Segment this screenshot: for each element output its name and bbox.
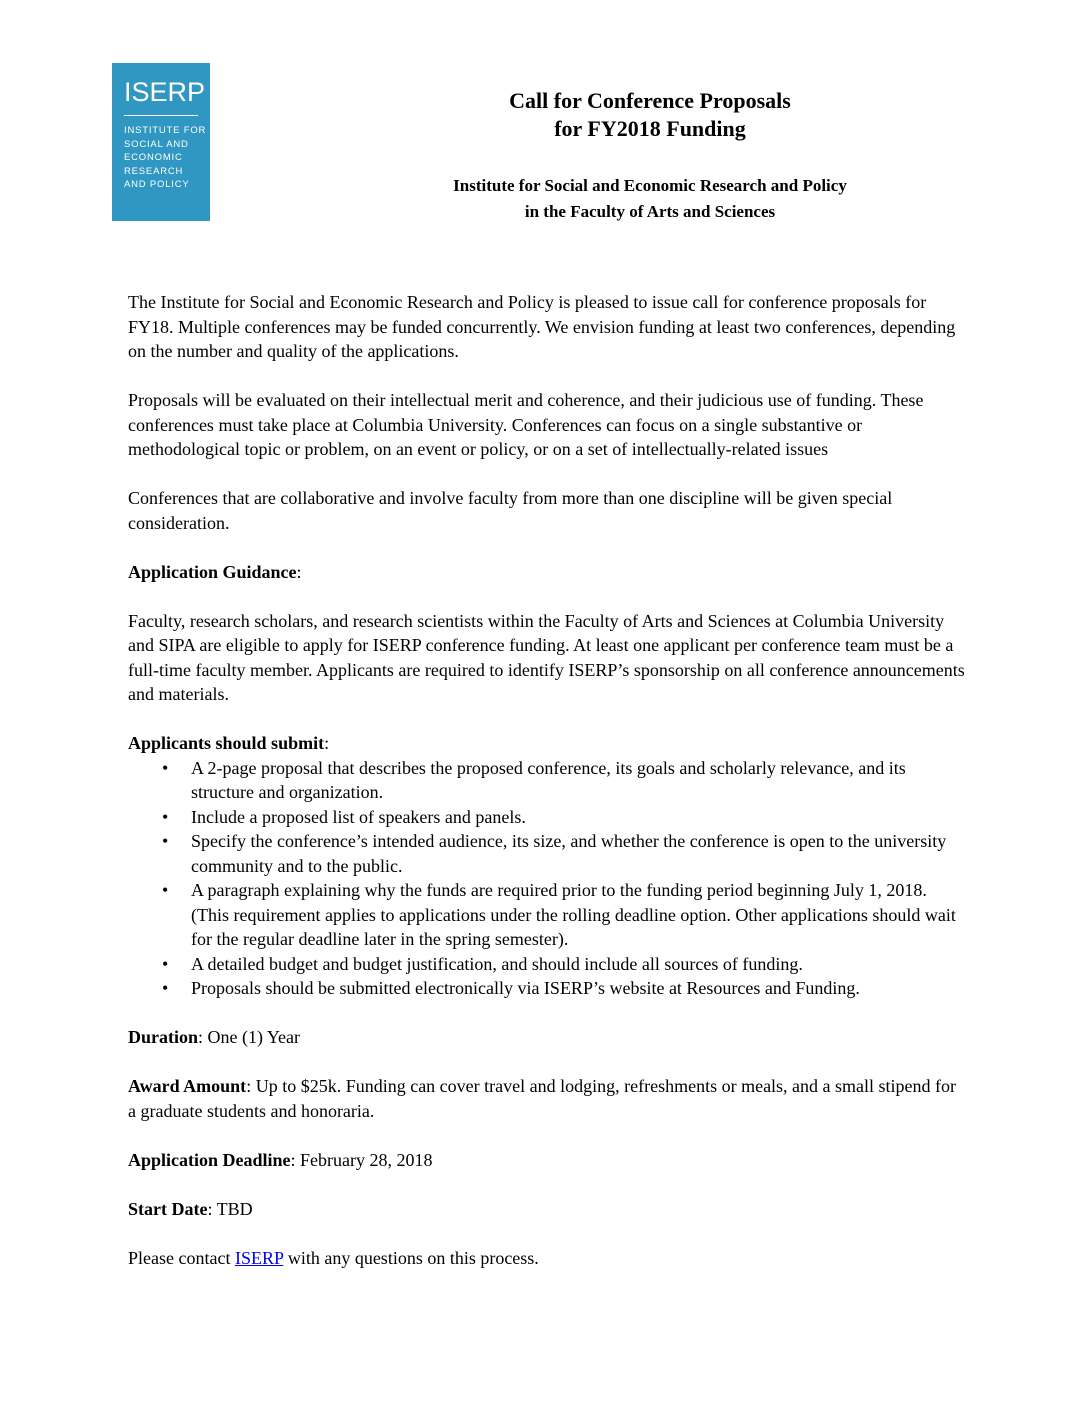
logo-subtitle: INSTITUTE FOR SOCIAL AND ECONOMIC RESEARCH AND POLICY (124, 125, 207, 190)
submit-heading (128, 731, 968, 756)
list-item: • A 2-page proposal that describes the proposed conference, its goals and scholarly relevance, and its structure and organization. (191, 756, 968, 805)
document-title (380, 87, 920, 143)
guidance-paragraph: Faculty, research scholars, and research scientists within the Faculty of Arts and Sciences at Columbia University and SIPA are eligible to apply for ISERP conference funding. At least one applicant per conference team must be a full-time faculty member. Applicants are required to identify ISERP’s sponsorship on all conference announcements and materials. (128, 610, 965, 704)
subtitle-line-2: in the Faculty of Arts and Sciences (524, 202, 776, 221)
start-date-value: : TBD (207, 1198, 253, 1219)
submit-list (128, 756, 968, 1001)
logo-wordmark: ISERP (124, 77, 206, 107)
document-subtitle (380, 173, 920, 225)
award-label: Award Amount (128, 1076, 247, 1096)
list-item: • Specify the conference’s intended audience, its size, and whether the conference is open to the university community and to the public. (191, 829, 968, 878)
title-line-1: Call for Conference Proposals (509, 88, 791, 113)
guidance-heading (128, 560, 968, 585)
duration-value: : One (1) Year (198, 1027, 300, 1047)
contact-before: Please contact (128, 1247, 235, 1268)
duration-line (128, 1025, 968, 1050)
intro-paragraph: The Institute for Social and Economic Research and Policy is pleased to issue call for conference proposals for FY18. Multiple conferences may be funded concurrently. We envision funding at least two conferences, depending on the number and quality of the applications. (128, 292, 956, 361)
evaluation-paragraph: Proposals will be evaluated on their intellectual merit and coherence, and their judicious use of funding. These conferences must take place at Columbia University. Conferences can focus on a single substantive or methodological topic or problem, on an event or policy, or on a set of intellectually-related issues (128, 390, 924, 459)
list-item: • Proposals should be submitted electronically via ISERP’s website at Resources and Funding. (191, 976, 968, 1001)
start-date-label: Start Date (128, 1198, 208, 1219)
list-item: • A detailed budget and budget justification, and should include all sources of funding. (191, 952, 968, 977)
collaboration-paragraph: Conferences that are collaborative and involve faculty from more than one discipline will be given special consideration. (128, 488, 893, 533)
deadline-label: Application Deadline (128, 1149, 291, 1170)
duration-label: Duration (128, 1027, 199, 1047)
list-item: • A paragraph explaining why the funds are required prior to the funding period beginning July 1, 2018. (This requirement applies to applications under the rolling deadline option. Other applications should wait for the regular deadline later in the spring semester). (191, 878, 968, 952)
title-line-2: for FY2018 Funding (554, 116, 746, 141)
list-item: • Include a proposed list of speakers and panels. (191, 805, 968, 830)
start-date-line (128, 1197, 968, 1222)
guidance-label: Application Guidance (128, 561, 297, 582)
award-value: : Up to $25k. Funding can cover travel and lodging, refreshments or meals, and a small stipend for a graduate students and honoraria. (128, 1076, 957, 1121)
iserp-contact-link[interactable]: ISERP (234, 1247, 284, 1268)
contact-after: with any questions on this process. (283, 1247, 539, 1268)
award-line (128, 1074, 968, 1123)
contact-line (128, 1246, 968, 1271)
guidance-colon: : (296, 561, 302, 582)
submit-colon: : (324, 733, 330, 753)
logo-divider (124, 115, 198, 116)
subtitle-line-1: Institute for Social and Economic Research and Policy (453, 176, 847, 195)
document-body (128, 290, 968, 1295)
iserp-logo (112, 63, 210, 221)
submit-label: Applicants should submit (128, 733, 325, 753)
deadline-line (128, 1148, 968, 1173)
deadline-value: : February 28, 2018 (290, 1149, 433, 1170)
